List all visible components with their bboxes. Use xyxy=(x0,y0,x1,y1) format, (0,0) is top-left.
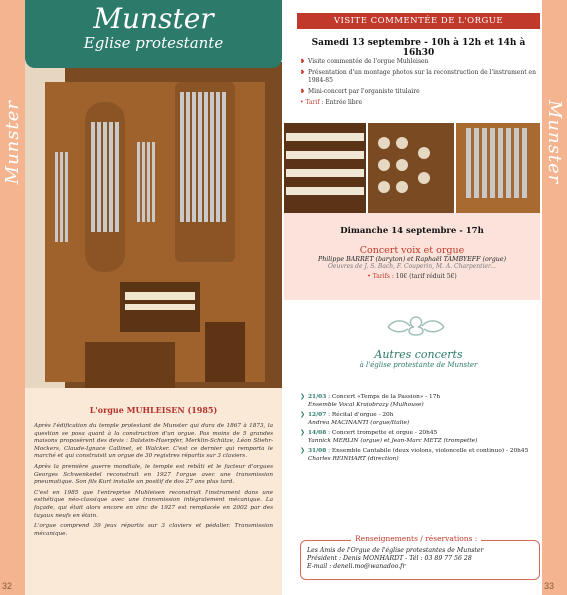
other-concerts-heading xyxy=(297,349,540,369)
side-title-right: Munster xyxy=(544,100,565,185)
concerts-list xyxy=(300,394,538,466)
saturday-date: Samedi 13 septembre - 10h à 12h et 14h à 16h30 xyxy=(311,38,526,58)
bullet-icon: ❥ xyxy=(300,69,306,76)
sunday-concert xyxy=(284,213,540,300)
sunday-date: Dimanche 14 septembre - 17h xyxy=(340,226,484,236)
list-item: ❥ Visite commentée de l'orgue Muhleisen xyxy=(300,58,429,65)
chevron-right-icon: ❯ xyxy=(300,430,305,436)
page-title: Munster xyxy=(93,2,214,35)
info-box xyxy=(300,534,540,580)
right-side-band xyxy=(542,0,567,595)
bullet-icon: ❥ xyxy=(300,58,306,65)
list-item: ❥ Présentation d'un montage photos sur la reconstruction de l'instrument en 1984-85 xyxy=(300,69,536,84)
info-title: Renseignements / réservations : xyxy=(351,534,481,543)
chevron-right-icon: ❯ xyxy=(300,448,305,454)
performers: Philippe BARRET (baryton) et Raphaël TAMBYEFF (orgue) xyxy=(317,256,507,263)
bullet-icon: ❥ xyxy=(300,88,306,95)
left-side-band xyxy=(0,0,25,595)
list-item: ❯ 21/03 : Concert «Temps de la Passion» - 17h Ensemble Vocal Kraiobrazy (Mulhouse) xyxy=(300,394,441,408)
email-link[interactable]: E-mail : deneli.mo@wanadoo.fr xyxy=(307,563,406,570)
visit-banner: VISITE COMMENTÉE DE L'ORGUE xyxy=(297,13,540,29)
history-paragraph: L'orgue comprend 39 jeux répartis sur 3 claviers et pédalier. Transmission mécanique. xyxy=(34,523,273,537)
list-item: ❥ Mini-concert par l'organiste titulaire xyxy=(300,88,420,95)
history-section xyxy=(25,388,282,595)
page-number-left: 32 xyxy=(2,581,13,591)
history-paragraph: Après l'édification du temple protestant de Munster qui dura de 1867 à 1873, la question se posa quant à la construction d'un orgue. Pas moins de 5 grandes maisons proposèrent des devis : Dalstein-Haerpfer, Merklin-Schütze, Léon Stiehr-Mockers, Claude-Ignace Callinet, et Walcker. C'est ce dernier qui remporta le marché et qui construisit un orgue de 30 registres répartis sur 3 claviers. xyxy=(34,423,273,460)
list-item: ❯ 31/08 : Ensemble Cantabile (deux violons, violoncelle et continuo) - 20h45 Charles REINHART (direction) xyxy=(300,448,529,462)
concert-title: Concert voix et orgue xyxy=(359,245,465,256)
info-lines xyxy=(301,541,539,571)
list-item: ❯ 12/07 : Récital d'orgue - 20h Andrea MACINANTI (orgue/Italie) xyxy=(300,412,410,426)
chevron-right-icon: ❯ xyxy=(300,394,305,400)
history-text xyxy=(25,415,282,538)
visit-tarif: • Tarif : Entrée libre xyxy=(300,99,363,106)
other-concerts-title: Autres concerts xyxy=(374,348,463,361)
page-number-right: 33 xyxy=(544,581,555,591)
concert-tarif: • Tarifs : 10€ (tarif réduit 5€) xyxy=(367,273,457,280)
works: Oeuvres de J. S. Bach, F. Couperin, M. A. Charpentier... xyxy=(328,263,496,270)
info-line: Les Amis de l'Orgue de l'église protestantes de Munster xyxy=(307,547,484,554)
left-header xyxy=(25,0,282,68)
history-paragraph: Après la première guerre mondiale, le temple est rebâti et le facteur d'orgues Georges Schwenkedel reconstruit en 1927 l'orgue avec une transmission pneumatique. Son fils Kurt installe un positif de dos 27 ans plus tard. xyxy=(34,463,273,486)
organ-caption: L'orgue MUHLEISEN (1985) xyxy=(89,405,218,415)
list-item: ❯ 14/08 : Concert trompette et orgue - 20h45 Yannick MERLIN (orgue) et Jean-Marc METZ (trompette) xyxy=(300,430,478,444)
side-title-left: Munster xyxy=(2,100,23,185)
info-line: Président : Denis MONHARDT - Tél : 03 89 77 56 28 xyxy=(307,555,472,562)
ornament-icon xyxy=(384,313,448,339)
history-paragraph: C'est en 1985 que l'entreprise Muhleisen reconstruit l'instrument dans une esthétique néo-classique avec une transmission intégralement mécanique. La façade, qui était alors encore en zinc de 1927 est remplacée en 2002 par des tuyaux neufs en étain. xyxy=(34,489,273,519)
page-subtitle: Eglise protestante xyxy=(83,34,224,52)
chevron-right-icon: ❯ xyxy=(300,412,305,418)
organ-photo xyxy=(25,62,282,388)
organ-detail-photos xyxy=(284,123,540,213)
visit-bullets xyxy=(300,58,538,107)
other-concerts-subtitle: à l'église protestante de Munster xyxy=(359,361,478,369)
